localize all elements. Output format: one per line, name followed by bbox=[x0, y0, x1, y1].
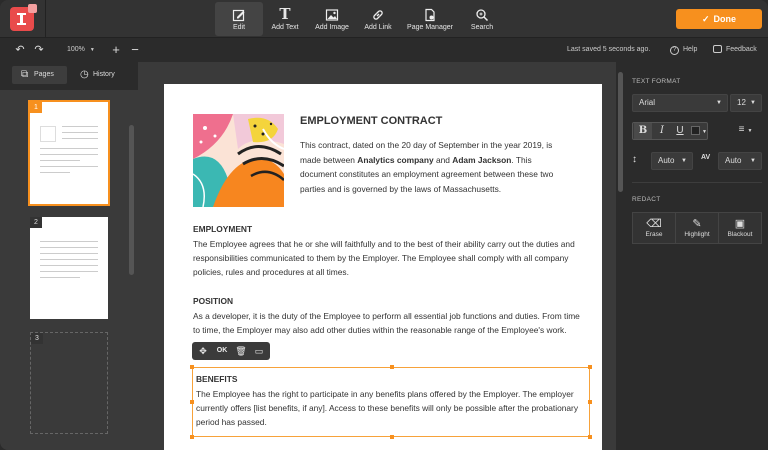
toolbar-divider bbox=[45, 0, 46, 38]
undo-icon[interactable]: ↶ bbox=[15, 44, 25, 56]
intro-text: This contract, dated on the 20 day of September in the year 2019, is made between bbox=[300, 140, 553, 165]
thumb-line bbox=[40, 277, 80, 278]
section-body-position[interactable]: As a developer, it is the duty of the Employee to perform all essential job functions and duties. From time to time, the Employer may also add other duties within the reasonable range of the Employee's work. bbox=[193, 311, 580, 336]
feedback-button[interactable] bbox=[713, 39, 757, 61]
resize-handle[interactable] bbox=[190, 400, 194, 404]
tab-label: Pages bbox=[34, 71, 54, 78]
help-icon: ? bbox=[670, 46, 679, 55]
done-button[interactable] bbox=[676, 9, 762, 29]
line-spacing-icon: ↕ bbox=[632, 154, 637, 165]
text-style-group bbox=[632, 122, 708, 140]
page-number: 2 bbox=[30, 217, 42, 228]
thumb-line bbox=[40, 172, 70, 173]
redact-label-text: Blackout bbox=[727, 231, 753, 238]
employee-name: Adam Jackson bbox=[452, 154, 512, 165]
check-icon: ✓ bbox=[701, 14, 710, 24]
left-panel bbox=[0, 62, 138, 450]
color-swatch-icon bbox=[691, 126, 700, 135]
resize-handle[interactable] bbox=[190, 435, 194, 439]
chevron-down-icon: ▼ bbox=[716, 100, 722, 106]
tool-label: Search bbox=[470, 24, 494, 31]
image-icon bbox=[308, 4, 356, 24]
panel-divider bbox=[632, 182, 762, 183]
highlight-button[interactable] bbox=[675, 212, 719, 244]
tool-label: Page Manager bbox=[407, 24, 453, 31]
tool-label: Edit bbox=[232, 24, 246, 31]
help-button[interactable] bbox=[670, 39, 697, 61]
intro-paragraph[interactable] bbox=[300, 138, 570, 196]
resize-handle[interactable] bbox=[588, 435, 592, 439]
thumb-line bbox=[40, 247, 98, 248]
thumb-line bbox=[40, 241, 98, 242]
thumb-line bbox=[62, 138, 98, 139]
resize-handle[interactable] bbox=[588, 400, 592, 404]
font-family-select[interactable] bbox=[632, 94, 728, 112]
size-value: 12 bbox=[737, 98, 746, 107]
section-body-benefits[interactable]: The Employee has the right to participate in any benefits plans offered by the Employer. The employer currently offers [list benefits, if any]. Access to these benefits will only be possible after the probationary period has passed. bbox=[196, 389, 579, 428]
company-name: Analytics company bbox=[357, 154, 434, 165]
document-canvas bbox=[138, 62, 616, 450]
link-icon bbox=[354, 4, 402, 24]
text-color-picker[interactable] bbox=[689, 123, 709, 139]
redact-label: REDACT bbox=[632, 196, 661, 203]
zoom-out-icon[interactable]: − bbox=[131, 42, 139, 57]
italic-icon[interactable]: I bbox=[660, 125, 664, 136]
page-thumbnail-3[interactable] bbox=[30, 332, 108, 434]
resize-handle[interactable] bbox=[588, 365, 592, 369]
tool-label: Add Link bbox=[364, 24, 392, 31]
tab-label: History bbox=[93, 71, 115, 78]
chevron-down-icon: ▼ bbox=[681, 158, 687, 164]
search-icon bbox=[458, 4, 506, 24]
help-label: Help bbox=[683, 46, 698, 53]
tool-label: Add Image bbox=[315, 24, 349, 31]
page-number: 3 bbox=[31, 333, 43, 344]
line-spacing-select[interactable] bbox=[651, 152, 693, 170]
thumb-line bbox=[40, 154, 98, 155]
tool-add-text[interactable] bbox=[261, 2, 309, 36]
text-context-toolbar bbox=[192, 342, 270, 360]
pages-icon: ⧉ bbox=[21, 69, 29, 80]
thumb-line bbox=[40, 271, 98, 272]
line-spacing-value: Auto bbox=[658, 156, 675, 165]
section-body-employment[interactable]: The Employee agrees that he or she will faithfully and to the best of their ability carry out the duties and responsibilities communicated to them by the Employer. The Employee shall comply with all company policies, rules and procedures at all times. bbox=[193, 239, 575, 278]
intro-text: and bbox=[433, 154, 453, 165]
resize-handle[interactable] bbox=[190, 365, 194, 369]
abstract-illustration bbox=[193, 114, 284, 207]
page-number: 1 bbox=[30, 102, 42, 113]
highlighter-icon: ✎ bbox=[692, 218, 702, 230]
text-format-label: TEXT FORMAT bbox=[632, 78, 681, 85]
zoom-value: 100% bbox=[67, 46, 85, 53]
thumb-line bbox=[40, 265, 98, 266]
underline-icon[interactable]: U bbox=[676, 125, 684, 136]
char-spacing-select[interactable] bbox=[718, 152, 762, 170]
done-label: Done bbox=[713, 14, 737, 24]
thumb-image bbox=[40, 126, 56, 142]
history-icon: ◷ bbox=[80, 69, 89, 80]
intro-text: . This document constitutes an employment agreement between these two parties and is governed by the laws of Massachusetts. bbox=[300, 154, 554, 194]
comment-icon[interactable]: ▭ bbox=[254, 346, 264, 356]
text-icon: T bbox=[279, 5, 291, 23]
redo-icon[interactable]: ↷ bbox=[34, 44, 44, 56]
last-saved-status: Last saved 5 seconds ago. bbox=[567, 46, 651, 53]
chevron-down-icon: ▼ bbox=[89, 47, 95, 53]
redact-label-text: Highlight bbox=[684, 231, 710, 238]
main-toolbar bbox=[0, 0, 768, 38]
blackout-icon: ▣ bbox=[734, 218, 746, 230]
resize-handle[interactable] bbox=[390, 435, 394, 439]
page-thumbnail-1[interactable] bbox=[30, 102, 108, 204]
tool-add-image[interactable] bbox=[308, 2, 356, 36]
tool-search[interactable] bbox=[458, 2, 506, 36]
zoom-select[interactable] bbox=[67, 39, 95, 61]
thumb-line bbox=[62, 132, 98, 133]
erase-button[interactable] bbox=[632, 212, 676, 244]
document-title[interactable]: EMPLOYMENT CONTRACT bbox=[300, 115, 443, 127]
thumb-line bbox=[40, 166, 98, 167]
feedback-icon bbox=[713, 45, 722, 53]
right-panel bbox=[616, 62, 768, 450]
tool-label: Add Text bbox=[271, 24, 299, 31]
tool-edit[interactable] bbox=[215, 2, 263, 36]
chevron-down-icon: ▼ bbox=[750, 158, 756, 164]
tab-history[interactable] bbox=[71, 66, 127, 84]
feedback-label: Feedback bbox=[726, 46, 757, 53]
page-thumbnail-2[interactable] bbox=[30, 217, 108, 319]
section-heading-benefits[interactable]: BENEFITS bbox=[196, 374, 238, 384]
eraser-icon: ⌫ bbox=[646, 218, 662, 230]
section-heading-position[interactable]: POSITION bbox=[193, 296, 234, 306]
redact-label-text: Erase bbox=[645, 231, 663, 238]
thumb-line bbox=[62, 126, 98, 127]
thumb-line bbox=[40, 253, 98, 254]
char-spacing-value: Auto bbox=[725, 156, 742, 165]
font-value: Arial bbox=[639, 98, 656, 107]
chevron-down-icon: ▼ bbox=[702, 129, 707, 135]
move-icon[interactable]: ✥ bbox=[199, 346, 207, 356]
zoom-in-icon[interactable]: + bbox=[112, 42, 120, 57]
thumb-line bbox=[40, 148, 98, 149]
chevron-down-icon: ▼ bbox=[750, 100, 756, 106]
page-thumbnails bbox=[0, 90, 138, 450]
trash-icon[interactable]: 🗑 bbox=[235, 346, 247, 356]
thumbnails-scrollbar[interactable] bbox=[129, 125, 134, 275]
tool-add-link[interactable] bbox=[354, 2, 402, 36]
bold-icon[interactable]: B bbox=[634, 123, 652, 139]
page-manager-icon bbox=[400, 4, 460, 24]
char-spacing-icon: AV bbox=[701, 154, 711, 161]
thumb-line bbox=[40, 160, 80, 161]
font-size-select[interactable] bbox=[730, 94, 762, 112]
align-select[interactable] bbox=[729, 122, 762, 140]
right-panel-scrollbar[interactable] bbox=[618, 72, 623, 192]
edit-icon bbox=[215, 4, 263, 24]
section-heading-employment[interactable]: EMPLOYMENT bbox=[193, 224, 253, 234]
ok-button[interactable]: OK bbox=[216, 347, 228, 354]
tab-pages[interactable] bbox=[12, 66, 67, 84]
align-left-icon: ≡ ▼ bbox=[738, 124, 753, 135]
document-page bbox=[164, 84, 602, 450]
blackout-button[interactable] bbox=[718, 212, 762, 244]
app-logo-icon bbox=[10, 7, 34, 31]
tool-page-manager[interactable] bbox=[400, 2, 460, 36]
secondary-toolbar bbox=[0, 39, 768, 61]
thumb-line bbox=[40, 259, 98, 260]
resize-handle[interactable] bbox=[390, 365, 394, 369]
